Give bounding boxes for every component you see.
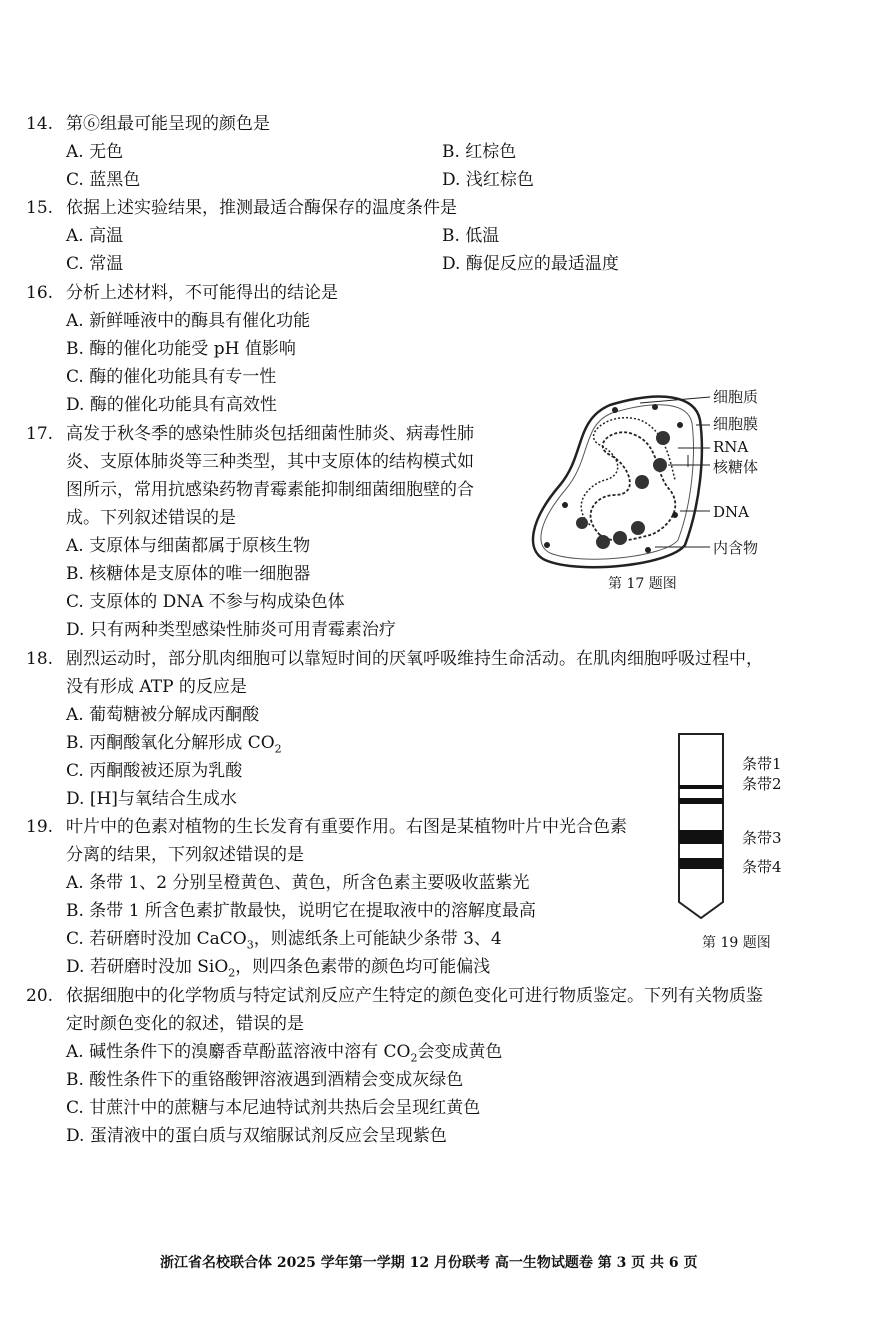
question-stem-line: 图所示，常用抗感染药物青霉素能抑制细菌细胞壁的合: [66, 480, 474, 500]
option-text: ，则四条色素带的颜色均可能偏浅: [235, 957, 491, 977]
option-a: A. 条带 1、2 分别呈橙黄色、黄色，所含色素主要吸收蓝紫光: [66, 873, 530, 893]
question-stem-line: 分离的结果，下列叙述错误的是: [66, 845, 304, 865]
option-c: C. 丙酮酸被还原为乳酸: [66, 761, 243, 781]
option-c: C. 支原体的 DNA 不参与构成染色体: [66, 592, 345, 612]
subscript: 3: [246, 938, 254, 952]
option-text: ，则滤纸条上可能缺少条带 3、4: [253, 929, 502, 949]
question-stem-line: 定时颜色变化的叙述，错误的是: [66, 1014, 304, 1034]
option-a: A. 高温: [66, 226, 124, 246]
question-number: 19.: [26, 817, 54, 837]
figure-caption: 第 17 题图: [608, 576, 677, 592]
question-17: [26, 420, 474, 448]
figure-label: 细胞质: [713, 388, 759, 406]
figure-label: 内含物: [713, 539, 759, 557]
band-label: 条带4: [742, 858, 782, 876]
figure-caption: 第 19 题图: [702, 935, 771, 951]
option-text: D. 若研磨时没加 SiO: [66, 957, 229, 977]
option-b: B. 酶的催化功能受 pH 值影响: [66, 339, 296, 359]
question-14: [26, 110, 270, 138]
question-16: [26, 279, 338, 307]
question-stem-line: 剧烈运动时，部分肌肉细胞可以靠短时间的厌氧呼吸维持生命活动。在肌肉细胞呼吸过程中，: [66, 649, 763, 669]
option-text: A. 碱性条件下的溴麝香草酚蓝溶液中溶有 CO: [66, 1042, 411, 1062]
option-b: B. 条带 1 所含色素扩散最快，说明它在提取液中的溶解度最高: [66, 901, 536, 921]
band-label: 条带2: [742, 775, 782, 793]
question-stem-line: 成。下列叙述错误的是: [66, 508, 236, 528]
chromatography-strip-figure: [676, 732, 726, 922]
question-number: 20.: [26, 986, 54, 1006]
option-b: B. 酸性条件下的重铬酸钾溶液遇到酒精会变成灰绿色: [66, 1070, 464, 1090]
option-d: D. 只有两种类型感染性肺炎可用青霉素治疗: [66, 620, 396, 640]
question-stem: 第⑥组最可能呈现的颜色是: [66, 114, 270, 134]
band-label: 条带3: [742, 829, 782, 847]
option-text: B. 丙酮酸氧化分解形成 CO: [66, 733, 275, 753]
subscript: 2: [274, 742, 282, 756]
question-number: 14.: [26, 114, 54, 134]
option-text: 会变成黄色: [417, 1042, 503, 1062]
subscript: 2: [228, 966, 236, 980]
question-stem: 分析上述材料，不可能得出的结论是: [66, 283, 338, 303]
option-b: B. 核糖体是支原体的唯一细胞器: [66, 564, 311, 584]
question-stem-line: 叶片中的色素对植物的生长发育有重要作用。右图是某植物叶片中光合色素: [66, 817, 627, 837]
question-stem-line: 依据细胞中的化学物质与特定试剂反应产生特定的颜色变化可进行物质鉴定。下列有关物质鉴: [66, 986, 763, 1006]
subscript: 2: [410, 1051, 418, 1065]
question-number: 15.: [26, 198, 54, 218]
option-d: D. 浅红棕色: [442, 170, 534, 190]
option-text: C. 若研磨时没加 CaCO: [66, 929, 247, 949]
question-number: 16.: [26, 283, 54, 303]
option-a: A. 葡萄糖被分解成丙酮酸: [66, 705, 260, 725]
option-c: C. 常温: [66, 254, 124, 274]
figure-label: RNA: [713, 438, 749, 456]
option-d: D. 蛋清液中的蛋白质与双缩脲试剂反应会呈现紫色: [66, 1126, 447, 1146]
question-number: 18.: [26, 649, 54, 669]
option-b: B. 红棕色: [442, 142, 517, 162]
question-20: [26, 982, 763, 1010]
option-d: D. 酶的催化功能具有高效性: [66, 395, 277, 415]
option-c: C. 酶的催化功能具有专一性: [66, 367, 277, 387]
option-a: A. 新鲜唾液中的酶具有催化功能: [66, 311, 311, 331]
mycoplasma-figure: [520, 385, 840, 605]
option-a: A. 无色: [66, 142, 124, 162]
band-label: 条带1: [742, 755, 782, 773]
page-footer: 浙江省名校联合体 2025 学年第一学期 12 月份联考 高一生物试题卷 第 3 页 共 6 页: [160, 1255, 698, 1271]
figure-label: DNA: [713, 503, 749, 521]
question-number: 17.: [26, 424, 54, 444]
option-d: D. [H]与氧结合生成水: [66, 789, 237, 809]
option-c: C. 甘蔗汁中的蔗糖与本尼迪特试剂共热后会呈现红黄色: [66, 1098, 481, 1118]
question-stem: 依据上述实验结果，推测最适合酶保存的温度条件是: [66, 198, 457, 218]
question-19: [26, 813, 627, 841]
figure-label: 细胞膜: [713, 415, 759, 433]
question-stem-line: 高发于秋冬季的感染性肺炎包括细菌性肺炎、病毒性肺: [66, 424, 474, 444]
question-18: [26, 645, 763, 673]
question-15: [26, 194, 457, 222]
question-stem-line: 没有形成 ATP 的反应是: [66, 677, 247, 697]
figure-label: 核糖体: [713, 458, 759, 476]
question-stem-line: 炎、支原体肺炎等三种类型，其中支原体的结构模式如: [66, 452, 474, 472]
option-d: D. 酶促反应的最适温度: [442, 254, 619, 274]
option-b: B. 低温: [442, 226, 500, 246]
option-c: C. 蓝黑色: [66, 170, 141, 190]
option-a: A. 支原体与细菌都属于原核生物: [66, 536, 311, 556]
